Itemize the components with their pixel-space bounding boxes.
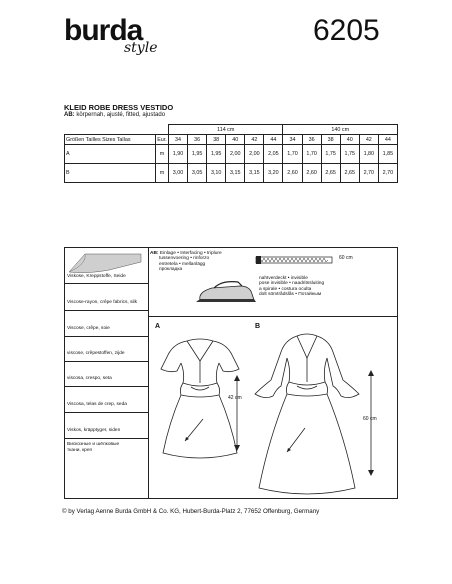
fabric-it: viscosa, crespo, seta bbox=[67, 376, 112, 381]
fit-text: körpernah, ajusté, fitted, ajustado bbox=[76, 112, 166, 118]
fabric-en: Viscose-rayon, crêpe fabrics, silk bbox=[67, 300, 138, 305]
zipper-length: 60 cm bbox=[339, 255, 353, 261]
dress-b-illustration bbox=[251, 328, 361, 498]
cell: 3,15 bbox=[245, 164, 264, 183]
interfacing-line-2: tussenvoering • rinforzo bbox=[159, 256, 210, 262]
interfacing-text bbox=[150, 251, 222, 273]
size-140-40: 40 bbox=[340, 135, 359, 145]
burda-logo-style: style bbox=[124, 40, 158, 56]
invisible-zipper-text bbox=[259, 276, 324, 298]
interfacing-views: AB: bbox=[150, 251, 159, 256]
cell: 1,80 bbox=[359, 145, 378, 164]
width-header-row bbox=[65, 125, 398, 135]
size-label: Größen Tailles Sizes Tallas bbox=[65, 135, 156, 145]
size-140-36: 36 bbox=[302, 135, 321, 145]
size-114-36: 36 bbox=[188, 135, 207, 145]
length-b: 60 cm bbox=[363, 416, 377, 422]
interfacing-line-1: Einlage • Interfacing • triplure bbox=[159, 251, 222, 256]
table-row-b bbox=[65, 164, 398, 183]
cell: 1,95 bbox=[188, 145, 207, 164]
cell: 3,05 bbox=[188, 164, 207, 183]
size-140-44: 44 bbox=[378, 135, 397, 145]
fabric-sv: Viskos, kräpptyger, siden bbox=[67, 428, 121, 433]
iron-icon bbox=[192, 278, 262, 308]
cell: 1,75 bbox=[321, 145, 340, 164]
table-row-a bbox=[65, 145, 398, 164]
cell: 2,65 bbox=[340, 164, 359, 183]
view-a-label: A bbox=[155, 323, 161, 330]
size-140-38: 38 bbox=[321, 135, 340, 145]
cell: 2,05 bbox=[264, 145, 283, 164]
pattern-info-frame bbox=[64, 247, 398, 499]
pattern-number: 6205 bbox=[313, 14, 380, 47]
cell: 2,00 bbox=[226, 145, 245, 164]
cell: 1,70 bbox=[302, 145, 321, 164]
invisible-line-1: nahtverdeckt • invisible bbox=[259, 276, 308, 281]
cell: 2,00 bbox=[245, 145, 264, 164]
cell: 3,15 bbox=[226, 164, 245, 183]
cell: 3,00 bbox=[169, 164, 188, 183]
size-114-38: 38 bbox=[207, 135, 226, 145]
cell: 1,90 bbox=[169, 145, 188, 164]
fabric-es: Viscosa, telas de crep, seda bbox=[67, 402, 127, 407]
divider bbox=[65, 310, 148, 311]
size-114-40: 40 bbox=[226, 135, 245, 145]
row-unit-b: m bbox=[156, 164, 169, 183]
divider bbox=[65, 386, 148, 387]
row-view-a: A bbox=[65, 145, 156, 164]
divider bbox=[65, 283, 148, 284]
interfacing-line-3: entretela • mellanlägg bbox=[159, 261, 206, 267]
copyright-notice: © by Verlag Aenne Burda GmbH & Co. KG, Hubert-Burda-Platz 2, 77652 Offenburg, Germany bbox=[62, 508, 320, 515]
width-header-140: 140 cm bbox=[283, 125, 398, 135]
garment-title: KLEID ROBE DRESS VESTIDO bbox=[64, 103, 174, 112]
view-b-label: B bbox=[255, 323, 261, 330]
size-114-34: 34 bbox=[169, 135, 188, 145]
cell: 2,60 bbox=[283, 164, 302, 183]
size-header-row bbox=[65, 135, 398, 145]
width-header-114: 114 cm bbox=[169, 125, 283, 135]
fit-description bbox=[64, 112, 165, 118]
size-114-42: 42 bbox=[245, 135, 264, 145]
invisible-line-3: a spirale • costura oculta bbox=[259, 286, 312, 292]
size-114-44: 44 bbox=[264, 135, 283, 145]
cell: 3,20 bbox=[264, 164, 283, 183]
invisible-line-2: pose invisible • naadritssluiting bbox=[259, 281, 325, 287]
fabric-fr: Viscose, crêpe, soie bbox=[67, 326, 110, 331]
size-140-34: 34 bbox=[283, 135, 302, 145]
interfacing-line-4: прокладка bbox=[159, 267, 183, 273]
notions-panel bbox=[148, 248, 397, 317]
divider bbox=[65, 361, 148, 362]
zipper-icon bbox=[254, 253, 334, 267]
length-a: 42 cm bbox=[228, 395, 242, 401]
cell: 2,65 bbox=[321, 164, 340, 183]
yardage-table bbox=[64, 124, 398, 183]
cell: 3,10 bbox=[207, 164, 226, 183]
cell: 2,70 bbox=[359, 164, 378, 183]
fabric-ru: Вискозные и шёлковые ткани, креп bbox=[67, 442, 120, 453]
fabric-column bbox=[65, 248, 149, 498]
row-unit-a: m bbox=[156, 145, 169, 164]
cell: 2,60 bbox=[302, 164, 321, 183]
length-arrow-a bbox=[231, 373, 245, 453]
divider bbox=[65, 438, 148, 439]
table-corner bbox=[65, 125, 169, 135]
divider bbox=[65, 336, 148, 337]
unit-header: Eur. bbox=[157, 136, 167, 143]
cell: 1,85 bbox=[378, 145, 397, 164]
cell: 1,95 bbox=[207, 145, 226, 164]
cell: 2,70 bbox=[378, 164, 397, 183]
invisible-line-4: dolt sömtrådslås • Потайным bbox=[259, 292, 322, 298]
size-140-42: 42 bbox=[359, 135, 378, 145]
fabric-nl: viscose, crêpestoffen, zijde bbox=[67, 351, 125, 356]
cell: 1,75 bbox=[340, 145, 359, 164]
burda-logo: burda bbox=[64, 14, 143, 47]
fabric-de: Viskose, Kreppstoffe, Seide bbox=[67, 274, 126, 279]
length-arrow-b bbox=[365, 368, 379, 478]
row-view-b: B bbox=[65, 164, 156, 183]
divider bbox=[65, 412, 148, 413]
cell: 1,70 bbox=[283, 145, 302, 164]
fit-views-label: AB: bbox=[64, 112, 75, 118]
